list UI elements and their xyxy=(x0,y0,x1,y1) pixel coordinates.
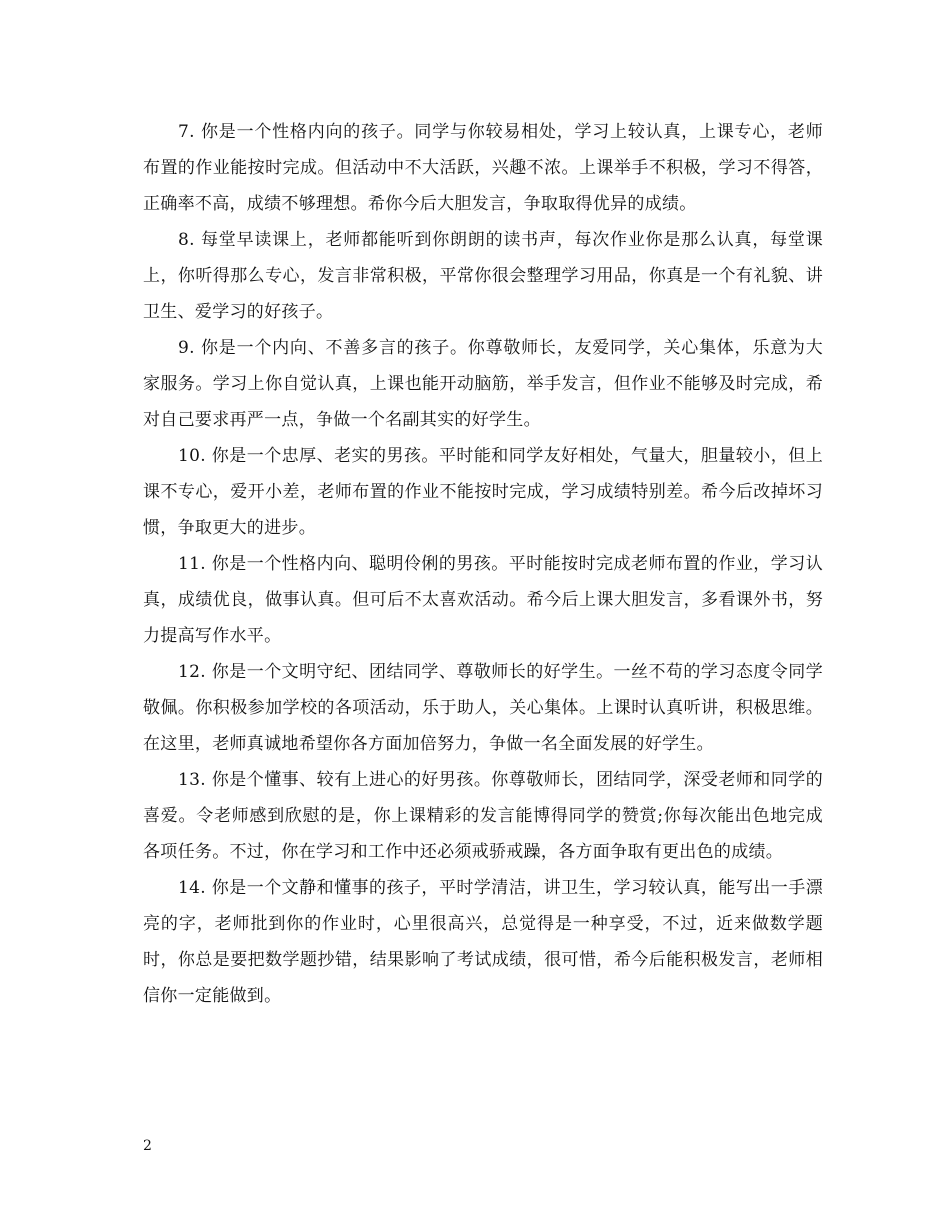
comment-paragraph-9: 9. 你是一个内向、不善多言的孩子。你尊敬师长，友爱同学，关心集体，乐意为大家服务。学习上你自觉认真，上课也能开动脑筋，举手发言，但作业不能够及时完成，希对自己要求再严一点，争做一个名副其实的好学生。 xyxy=(143,338,823,430)
comment-paragraph-8: 8. 每堂早读课上，老师都能听到你朗朗的读书声，每次作业你是那么认真，每堂课上，你听得那么专心，发言非常积极，平常你很会整理学习用品，你真是一个有礼貌、讲卫生、爱学习的好孩子。 xyxy=(143,230,823,322)
comment-paragraph-7: 7. 你是一个性格内向的孩子。同学与你较易相处，学习上较认真，上课专心，老师布置的作业能按时完成。但活动中不大活跃，兴趣不浓。上课举手不积极，学习不得答，正确率不高，成绩不够理想。希你今后大胆发言，争取取得优异的成绩。 xyxy=(143,122,823,214)
comment-paragraph-11: 11. 你是一个性格内向、聪明伶俐的男孩。平时能按时完成老师布置的作业，学习认真，成绩优良，做事认真。但可后不太喜欢活动。希今后上课大胆发言，多看课外书，努力提高写作水平。 xyxy=(143,554,823,646)
comment-paragraph-13: 13. 你是个懂事、较有上进心的好男孩。你尊敬师长，团结同学，深受老师和同学的喜爱。令老师感到欣慰的是，你上课精彩的发言能博得同学的赞赏;你每次能出色地完成各项任务。不过，你在学习和工作中还必须戒骄戒躁，各方面争取有更出色的成绩。 xyxy=(143,770,823,862)
comment-paragraph-10: 10. 你是一个忠厚、老实的男孩。平时能和同学友好相处，气量大，胆量较小，但上课不专心，爱开小差，老师布置的作业不能按时完成，学习成绩特别差。希今后改掉坏习惯，争取更大的进步。 xyxy=(143,446,823,538)
comment-paragraph-14: 14. 你是一个文静和懂事的孩子，平时学清洁，讲卫生，学习较认真，能写出一手漂亮的字，老师批到你的作业时，心里很高兴，总觉得是一种享受，不过，近来做数学题时，你总是要把数学题抄错，结果影响了考试成绩，很可惜，希今后能积极发言，老师相信你一定能做到。 xyxy=(143,878,823,1006)
page-number: 2 xyxy=(143,1138,152,1154)
document-body xyxy=(143,114,823,1014)
comment-paragraph-12: 12. 你是一个文明守纪、团结同学、尊敬师长的好学生。一丝不苟的学习态度令同学敬佩。你积极参加学校的各项活动，乐于助人，关心集体。上课时认真听讲，积极思维。在这里，老师真诚地希望你各方面加倍努力，争做一名全面发展的好学生。 xyxy=(143,662,823,754)
